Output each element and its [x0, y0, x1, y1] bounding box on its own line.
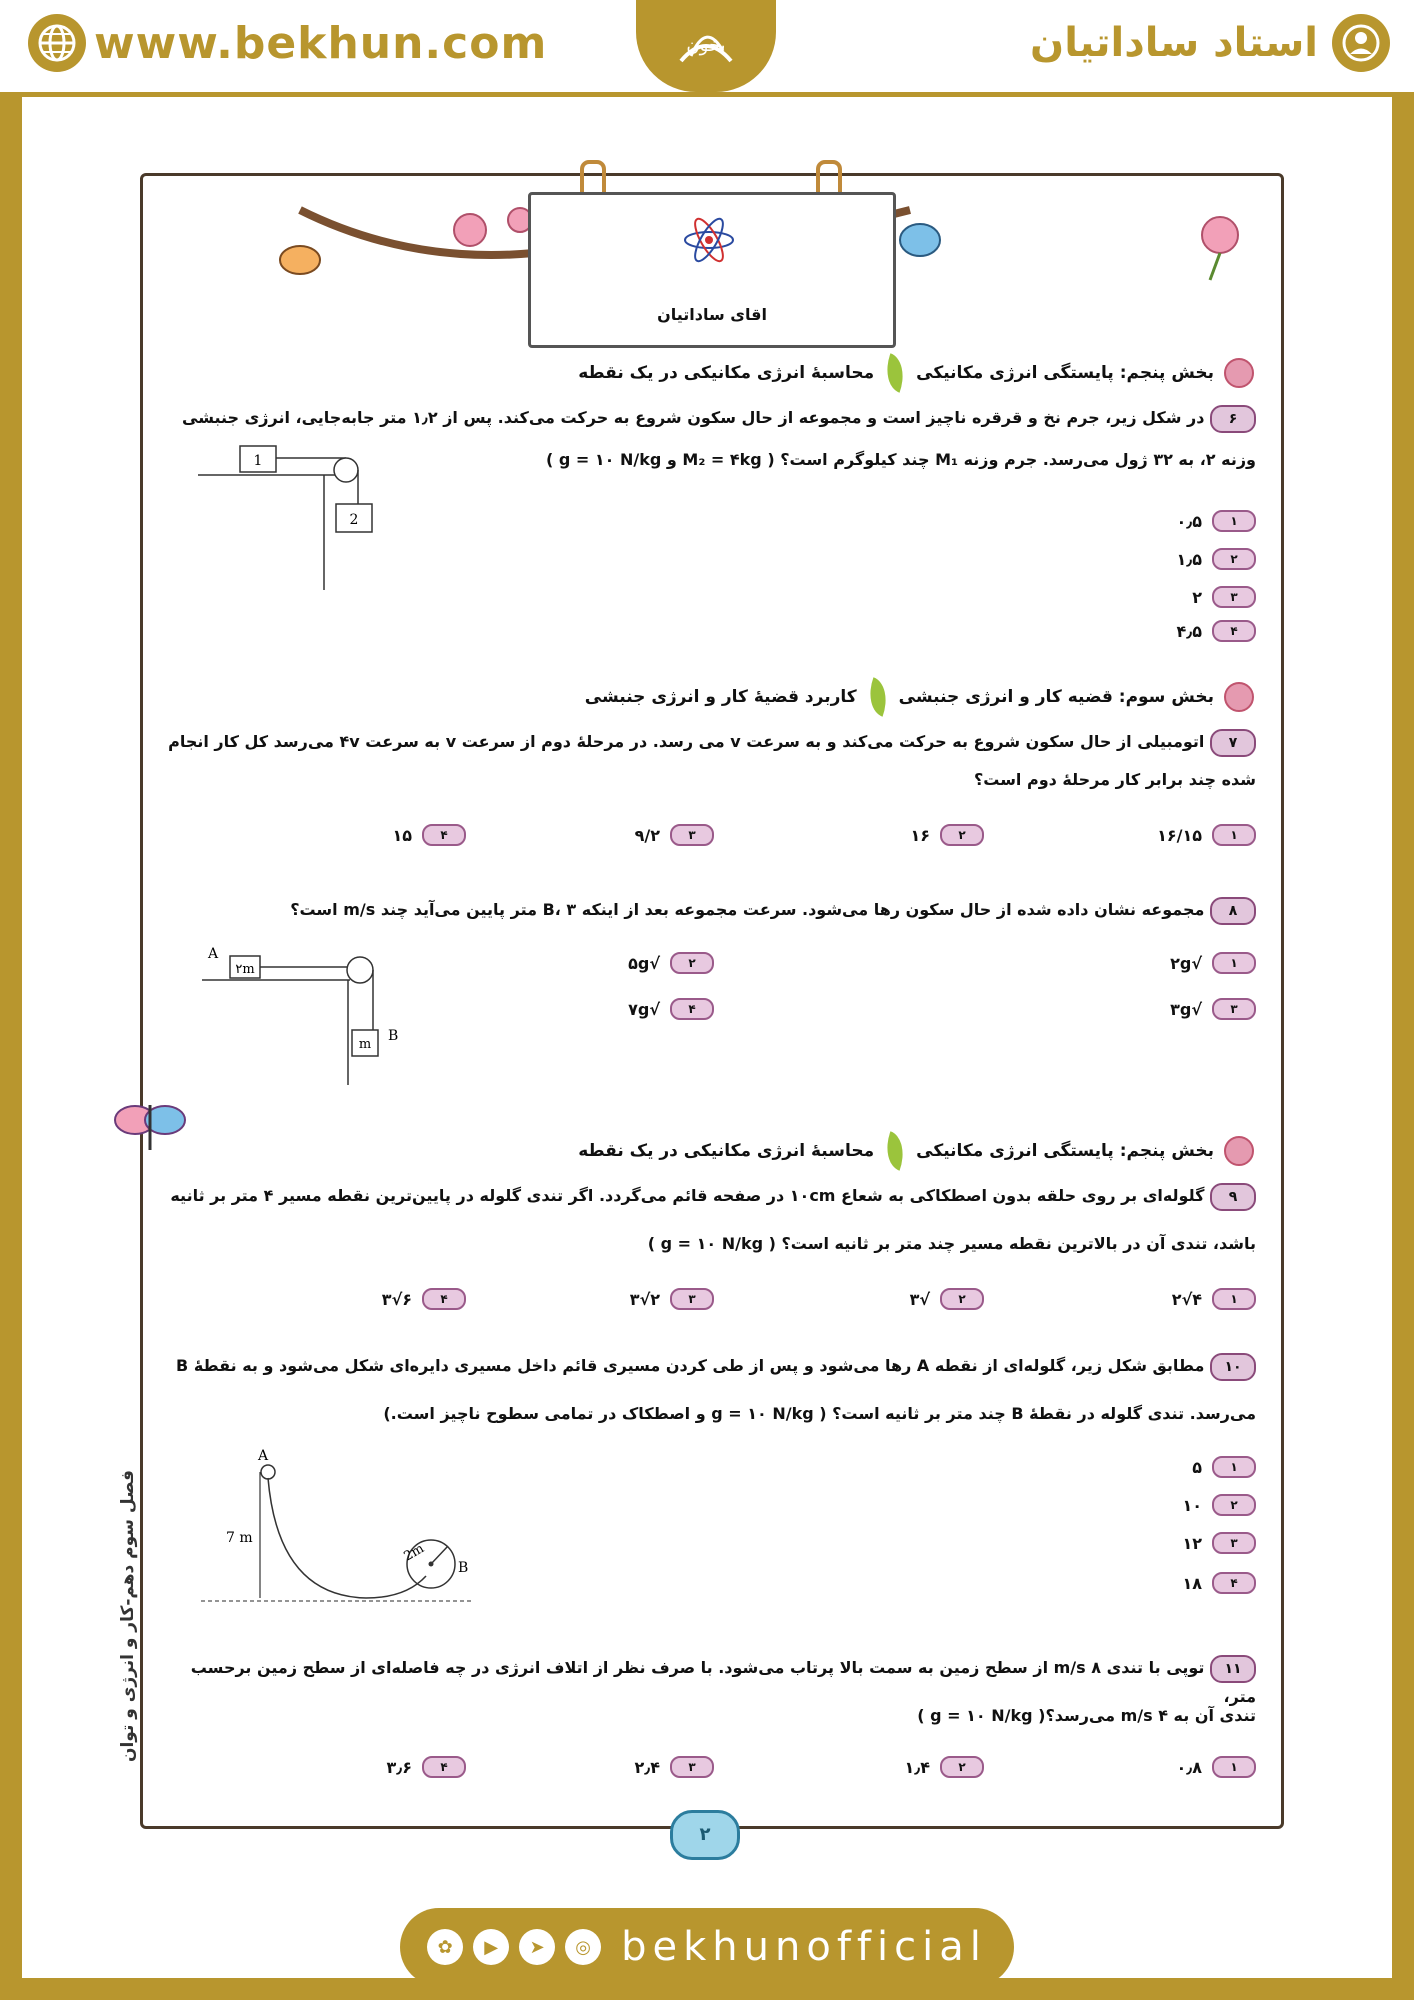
section-subtitle: محاسبهٔ انرژی مکانیکی در یک نقطه [578, 363, 875, 383]
option-text: ۲√۳ [629, 1289, 660, 1309]
option-number: ۲ [940, 824, 984, 846]
option-number: ۲ [1212, 1494, 1256, 1516]
section-header [578, 1134, 1254, 1168]
option-3[interactable] [634, 1756, 714, 1778]
leaf-icon [879, 353, 911, 392]
option-number: ۳ [670, 1288, 714, 1310]
option-number: ۴ [670, 998, 714, 1020]
option-number: ۱ [1212, 1288, 1256, 1310]
question-number: ۷ [1210, 729, 1256, 757]
option-text: √۷g [628, 999, 660, 1019]
option-2[interactable] [904, 1756, 984, 1778]
option-4[interactable] [1176, 620, 1256, 642]
option-number: ۲ [1212, 548, 1256, 570]
option-1[interactable] [1172, 1288, 1256, 1310]
option-4[interactable] [1182, 1572, 1256, 1594]
option-number: ۳ [670, 1756, 714, 1778]
question-text: تندی آن به ۴ m/s می‌رسد؟( g = ۱۰ N/kg ) [917, 1706, 1256, 1725]
option-text: ۱۶ [910, 825, 930, 845]
option-number: ۳ [1212, 1532, 1256, 1554]
option-number: ۱ [1212, 510, 1256, 532]
option-text: ۵ [1192, 1457, 1202, 1477]
flower-icon [1224, 358, 1254, 388]
option-text: ۳٫۶ [386, 1757, 412, 1777]
question-11-line2 [156, 1702, 1256, 1731]
question-text: شده چند برابر کار مرحلهٔ دوم است؟ [973, 770, 1256, 789]
leaf-icon [861, 677, 893, 716]
social-bar[interactable] [400, 1908, 1014, 1986]
option-2[interactable] [910, 1288, 984, 1310]
butterfly-icon [110, 1090, 190, 1170]
section-subtitle: محاسبهٔ انرژی مکانیکی در یک نقطه [578, 1141, 875, 1161]
option-1[interactable] [1176, 1756, 1256, 1778]
website-url[interactable]: www.bekhun.com [94, 17, 548, 69]
block-2-label: 2 [349, 512, 359, 528]
option-text: ۴√۲ [1171, 1289, 1202, 1309]
option-3[interactable] [1170, 998, 1256, 1020]
option-text: ۲ [1192, 587, 1202, 607]
option-number: ۴ [1212, 620, 1256, 642]
globe-icon [28, 14, 86, 72]
question-10 [156, 1352, 1256, 1381]
question-8 [156, 896, 1256, 925]
option-text: ۱٫۵ [1176, 549, 1202, 569]
option-4[interactable] [386, 1756, 466, 1778]
teacher-sign [528, 192, 896, 348]
flower-icon [454, 214, 486, 246]
social-handle[interactable]: bekhunofficial [621, 1924, 987, 1970]
option-text: ۱۲ [1182, 1533, 1202, 1553]
question-6-line2 [436, 446, 1256, 475]
atom-logo-icon [681, 217, 737, 263]
question-text: توپی با تندی ۸ m/s از سطح زمین به سمت بالا پرتاب می‌شود. با صرف نظر از اتلاف انرژی در چه فاصله‌ای از سطح زمین برحسب متر، [190, 1658, 1256, 1706]
question-text: در شکل زیر، جرم نخ و قرقره ناچیز است و مجموعه از حال سکون شروع به حرکت می‌کند. پس از ۱٫۲ متر جابه‌جایی، انرژی جنبشی [182, 408, 1205, 427]
question-number: ۶ [1210, 405, 1256, 433]
telegram-icon[interactable]: ➤ [519, 1929, 555, 1965]
option-text: ۹/۲ [634, 825, 660, 845]
left-border [0, 97, 22, 2000]
option-number: ۴ [422, 824, 466, 846]
option-text: √۵g [628, 953, 660, 973]
point-b-label: B [388, 1028, 399, 1044]
option-text: ۲٫۴ [634, 1757, 660, 1777]
flower-icon [1224, 1136, 1254, 1166]
top-header [0, 0, 1414, 97]
instagram-icon[interactable]: ◎ [565, 1929, 601, 1965]
question-number: ۹ [1210, 1183, 1256, 1211]
option-1[interactable] [1170, 952, 1256, 974]
youtube-icon[interactable]: ▶ [473, 1929, 509, 1965]
option-2[interactable] [628, 952, 714, 974]
question-text: مجموعه نشان داده شده از حال سکون رها می‌شود. سرعت مجموعه بعد از اینکه B، ۳ متر پایین می‌آید چند m/s است؟ [290, 900, 1205, 919]
option-4[interactable] [382, 1288, 466, 1310]
leaf-icon [879, 1131, 911, 1170]
question-7 [156, 728, 1256, 757]
question-text: اتومبیلی از حال سکون شروع به حرکت می‌کند و به سرعت v می رسد. در مرحلهٔ دوم از سرعت v به سرعت ۴v می‌رسد کل کار انجام [168, 732, 1205, 751]
option-number: ۳ [1212, 998, 1256, 1020]
option-text: √۳g [1170, 999, 1202, 1019]
chapter-label: فصل سوم دهم-کار و انرژی و توان [118, 1470, 138, 1763]
option-text: √۲g [1170, 953, 1202, 973]
page-number: ۲ [670, 1810, 740, 1860]
question-10-line2 [156, 1400, 1256, 1429]
option-number: ۳ [1212, 586, 1256, 608]
option-text: ۱۶/۱۵ [1157, 825, 1202, 845]
option-2[interactable] [910, 824, 984, 846]
question-6 [156, 404, 1256, 433]
option-text: ۱۵ [392, 825, 412, 845]
option-text: ۰٫۵ [1176, 511, 1202, 531]
sign-name: اقای ساداتیان [657, 305, 767, 324]
option-number: ۱ [1212, 1456, 1256, 1478]
section-header [578, 356, 1254, 390]
option-4[interactable] [628, 998, 714, 1020]
option-number: ۳ [670, 824, 714, 846]
option-3[interactable] [630, 1288, 714, 1310]
option-text: ۶√۳ [381, 1289, 412, 1309]
option-2[interactable] [1182, 1494, 1256, 1516]
option-number: ۲ [940, 1288, 984, 1310]
question-number: ۱۰ [1210, 1353, 1256, 1381]
track-figure-q10 [196, 1446, 476, 1616]
option-number: ۴ [422, 1288, 466, 1310]
question-text: مطابق شکل زیر، گلوله‌ای از نقطه A رها می‌شود و پس از طی کردن مسیری قائم داخل مسیری دایره‌ای شکل می‌شود و به نقطهٔ B [176, 1356, 1205, 1375]
radius-label: 2m [401, 1541, 427, 1565]
option-3[interactable] [635, 824, 714, 846]
question-9 [156, 1182, 1256, 1211]
option-text: √۳ [909, 1289, 930, 1309]
teacher-name: استاد ساداتیان [1030, 20, 1318, 66]
bird-icon [900, 224, 940, 256]
point-b-label: B [458, 1560, 469, 1576]
question-text: باشد، تندی آن در بالاترین نقطه مسیر چند متر بر ثانیه است؟ ( g = ۱۰ N/kg ) [647, 1234, 1256, 1253]
option-number: ۱ [1212, 1756, 1256, 1778]
option-number: ۱ [1212, 952, 1256, 974]
option-1[interactable] [1176, 510, 1256, 532]
option-3[interactable] [1182, 1532, 1256, 1554]
section-title: بخش پنجم: پایستگی انرژی مکانیکی [916, 1141, 1214, 1161]
section-header [585, 680, 1254, 714]
flower-corner-icon [1190, 205, 1250, 285]
section-subtitle: کاربرد قضیهٔ کار و انرژی جنبشی [584, 687, 857, 707]
flower-icon [1224, 682, 1254, 712]
pulley-figure-q6 [196, 440, 396, 600]
user-icon [1332, 14, 1390, 72]
pulley-figure-q8 [200, 940, 420, 1090]
question-text: گلوله‌ای بر روی حلقه بدون اصطکاکی به شعاع ۱۰cm در صفحه قائم می‌گردد. اگر تندی گلوله در پایین‌ترین نقطه مسیر ۴ متر بر ثانیه [170, 1186, 1205, 1205]
logo-text: بخون [686, 35, 726, 56]
question-7-line2 [156, 766, 1256, 795]
teacher-block [1030, 14, 1390, 72]
option-number: ۲ [940, 1756, 984, 1778]
height-label: 7 m [226, 1530, 253, 1546]
option-1[interactable] [1157, 824, 1256, 846]
option-text: ۱۸ [1182, 1573, 1202, 1593]
option-text: ۴٫۵ [1176, 621, 1202, 641]
bekhun-logo [636, 0, 776, 92]
option-3[interactable] [1192, 586, 1256, 608]
option-1[interactable] [1192, 1456, 1256, 1478]
right-border [1392, 97, 1414, 2000]
section-title: بخش پنجم: پایستگی انرژی مکانیکی [916, 363, 1214, 383]
question-number: ۸ [1210, 897, 1256, 925]
bird-icon [280, 246, 320, 274]
aparat-icon[interactable]: ✿ [427, 1929, 463, 1965]
question-text: می‌رسد. تندی گلوله در نقطهٔ B چند متر بر ثانیه است؟ ( g = ۱۰ N/kg و اصطکاک در تمامی سطوح ناچیز است.) [383, 1404, 1256, 1423]
point-a-label: A [258, 1448, 269, 1464]
question-text: وزنه ۲، به ۳۲ ژول می‌رسد. جرم وزنه M₁ چند کیلوگرم است؟ ( M₂ = ۴kg و g = ۱۰ N/kg ) [546, 450, 1256, 469]
option-number: ۴ [1212, 1572, 1256, 1594]
option-number: ۴ [422, 1756, 466, 1778]
point-a-label: A [208, 946, 219, 962]
option-2[interactable] [1176, 548, 1256, 570]
block-1-label: 1 [253, 453, 263, 469]
option-text: ۱۰ [1182, 1495, 1202, 1515]
question-9-line2 [156, 1230, 1256, 1259]
section-title: بخش سوم: قضیه کار و انرژی جنبشی [898, 687, 1214, 707]
mass-2m-label: ۲m [235, 962, 255, 977]
mass-m-label: m [358, 1037, 372, 1052]
question-number: ۱۱ [1210, 1655, 1256, 1683]
option-number: ۲ [670, 952, 714, 974]
website-block[interactable] [28, 14, 547, 72]
option-4[interactable] [392, 824, 466, 846]
option-text: ۱٫۴ [904, 1757, 930, 1777]
option-number: ۱ [1212, 824, 1256, 846]
option-text: ۰٫۸ [1176, 1757, 1202, 1777]
